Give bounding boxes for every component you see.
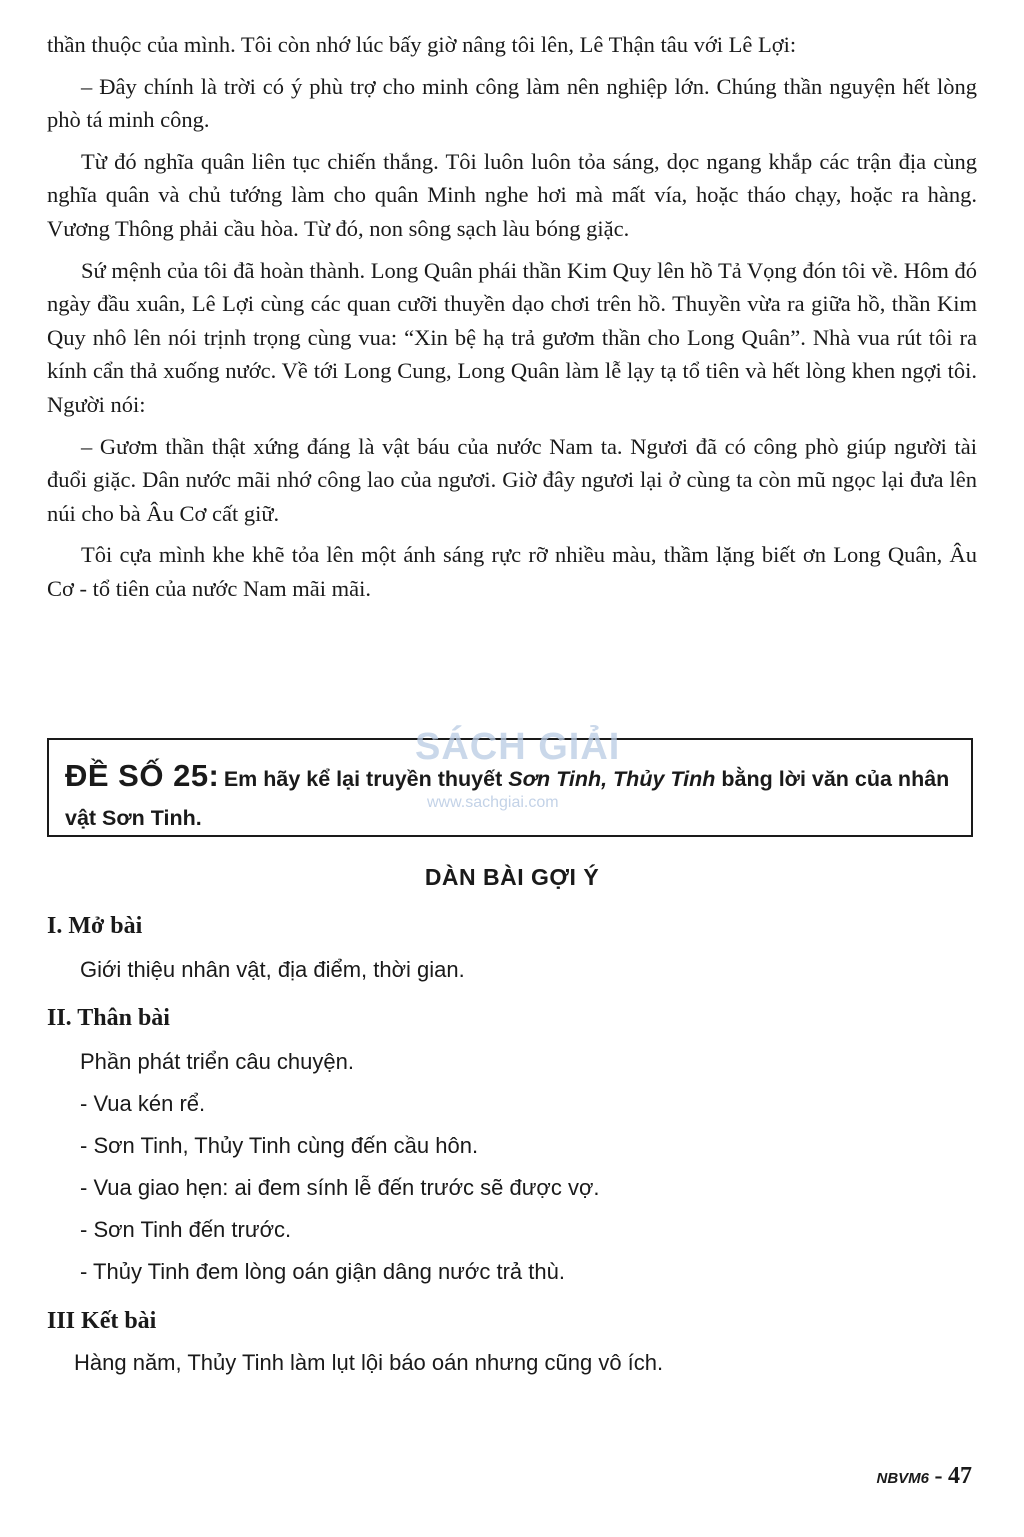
- watermark-url: www.sachgiai.com: [427, 794, 559, 811]
- story-paragraph: Tôi cựa mình khe khẽ tỏa lên một ánh sáng rực rỡ nhiều màu, thầm lặng biết ơn Long Quân, Âu Cơ - tổ tiên của nước Nam mãi mãi.: [47, 542, 977, 601]
- assignment-title: ĐỀ SỐ 25:: [65, 758, 220, 793]
- assignment-text-after: bằng lời văn của nhân vật Sơn Tinh.: [65, 767, 950, 830]
- story-paragraph: thần thuộc của mình. Tôi còn nhớ lúc bấy giờ nâng tôi lên, Lê Thận tâu với Lê Lợi:: [47, 32, 797, 57]
- story-text: [47, 28, 977, 614]
- outline-line: Giới thiệu nhân vật, địa điểm, thời gian.: [80, 957, 465, 982]
- watermark-main: SÁCH GIẢI: [415, 726, 621, 768]
- assignment-box: [47, 738, 973, 837]
- footer-separator: -: [934, 1463, 943, 1489]
- outline-title: DÀN BÀI GỢI Ý: [424, 864, 600, 890]
- assignment-text-before: Em hãy kể lại truyền thuyết: [223, 767, 503, 791]
- page-number: 47: [948, 1463, 972, 1489]
- story-paragraph: – Gươm thần thật xứng đáng là vật báu của nước Nam ta. Ngươi đã có công phò giúp người tài đuổi giặc. Dân nước mãi nhớ công lao của ngươi. Giờ đây ngươi lại ở cùng ta còn mũ ngọc lại đưa lên núi cho bà Âu Cơ cất giữ.: [47, 433, 977, 526]
- story-paragraph: Từ đó nghĩa quân liên tục chiến thắng. Tôi luôn luôn tỏa sáng, dọc ngang khắp các trận địa cùng nghĩa quân và chủ tướng làm cho quân Minh nghe hơi mà mất vía, hoặc tháo chạy, hoặc ra hàng. Vương Thông phải cầu hòa. Từ đó, non sông sạch làu bóng giặc.: [47, 148, 977, 241]
- assignment-story-title: Sơn Tinh, Thủy Tinh: [508, 767, 716, 791]
- section-heading-intro: I. Mở bài: [47, 913, 143, 939]
- outline-line: Phần phát triển câu chuyện.: [80, 1049, 354, 1074]
- section-heading-conclusion: III Kết bài: [47, 1308, 157, 1334]
- section-heading-body: II. Thân bài: [47, 1005, 170, 1031]
- outline-line: Hàng năm, Thủy Tinh làm lụt lội báo oán nhưng cũng vô ích.: [74, 1350, 664, 1375]
- page-footer: [876, 1463, 972, 1490]
- outline-line: - Vua kén rể.: [80, 1091, 206, 1116]
- story-paragraph: – Đây chính là trời có ý phù trợ cho minh công làm nên nghiệp lớn. Chúng thần nguyện hết lòng phò tá minh công.: [47, 73, 977, 133]
- outline-line: - Thủy Tinh đem lòng oán giận dâng nước trả thù.: [80, 1259, 565, 1284]
- outline-line: - Sơn Tinh, Thủy Tinh cùng đến cầu hôn.: [80, 1133, 479, 1158]
- outline-line: - Vua giao hẹn: ai đem sính lễ đến trước sẽ được vợ.: [80, 1175, 600, 1200]
- outline-line: - Sơn Tinh đến trước.: [80, 1217, 292, 1242]
- story-paragraph: Sứ mệnh của tôi đã hoàn thành. Long Quân phái thần Kim Quy lên hồ Tả Vọng đón tôi về. Hôm đó ngày đầu xuân, Lê Lợi cùng các quan cưỡi thuyền dạo chơi trên hồ. Thuyền vừa ra giữa hồ, thần Kim Quy nhô lên nói trịnh trọng cùng vua: “Xin bệ hạ trả gươm thần cho Long Quân”. Nhà vua rút tôi ra kính cẩn thả xuống nước. Về tới Long Cung, Long Quân làm lễ lạy tạ tổ tiên và hết lòng khen ngợi tôi. Người nói:: [47, 257, 977, 417]
- book-code: NBVM6: [876, 1470, 929, 1487]
